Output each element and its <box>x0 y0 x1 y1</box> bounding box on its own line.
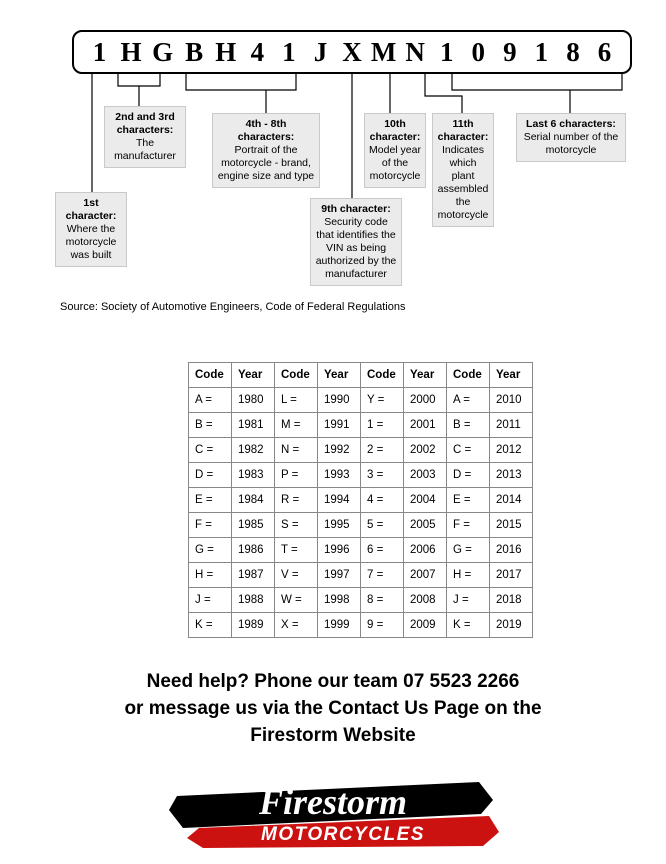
cell-year: 2019 <box>490 613 533 638</box>
callout-4th-8th-characters <box>212 113 320 188</box>
callout-1st-character-title: 1st character: <box>65 197 117 222</box>
table-row <box>189 388 533 413</box>
cell-code: S = <box>275 513 318 538</box>
callout-10th-character-text: Model year of the motorcycle <box>369 144 421 182</box>
column-header: Year <box>318 363 361 388</box>
cell-year: 1986 <box>232 538 275 563</box>
cell-year: 1981 <box>232 413 275 438</box>
cell-code: H = <box>189 563 232 588</box>
cell-year: 1995 <box>318 513 361 538</box>
cell-code: E = <box>447 488 490 513</box>
firestorm-motorcycles-logo <box>0 770 666 857</box>
cell-code: 5 = <box>361 513 404 538</box>
cell-code: F = <box>189 513 232 538</box>
table-header-row <box>189 363 533 388</box>
cell-code: C = <box>189 438 232 463</box>
cell-year: 2016 <box>490 538 533 563</box>
vin-char: G <box>152 37 174 67</box>
vin-char: H <box>215 37 237 67</box>
vin-char: 1 <box>534 37 549 67</box>
cell-year: 1997 <box>318 563 361 588</box>
year-code-table <box>188 362 533 638</box>
cell-year: 1989 <box>232 613 275 638</box>
cell-year: 1998 <box>318 588 361 613</box>
callout-2nd-3rd-characters-text: The manufacturer <box>114 137 176 162</box>
callout-last-6-characters-title: Last 6 characters: <box>526 118 616 130</box>
callout-4th-8th-characters-title: 4th - 8th characters: <box>237 118 295 143</box>
cell-code: H = <box>447 563 490 588</box>
cell-code: D = <box>447 463 490 488</box>
cell-code: F = <box>447 513 490 538</box>
vin-char: 1 <box>92 37 107 67</box>
column-header: Code <box>275 363 318 388</box>
cell-code: G = <box>189 538 232 563</box>
cell-year: 1993 <box>318 463 361 488</box>
cell-year: 1985 <box>232 513 275 538</box>
cell-code: X = <box>275 613 318 638</box>
cell-year: 2011 <box>490 413 533 438</box>
cell-code: 8 = <box>361 588 404 613</box>
cell-code: G = <box>447 538 490 563</box>
cell-code: V = <box>275 563 318 588</box>
cell-year: 1994 <box>318 488 361 513</box>
cell-year: 2007 <box>404 563 447 588</box>
cell-code: 6 = <box>361 538 404 563</box>
callout-11th-character-title: 11th character: <box>437 118 489 143</box>
cell-year: 2018 <box>490 588 533 613</box>
cell-code: K = <box>189 613 232 638</box>
cell-code: D = <box>189 463 232 488</box>
cell-year: 1984 <box>232 488 275 513</box>
cell-code: C = <box>447 438 490 463</box>
cell-year: 2015 <box>490 513 533 538</box>
table-row <box>189 613 533 638</box>
cell-year: 2008 <box>404 588 447 613</box>
table-row <box>189 513 533 538</box>
cell-year: 2004 <box>404 488 447 513</box>
table-row <box>189 538 533 563</box>
cell-code: 1 = <box>361 413 404 438</box>
cell-code: B = <box>447 413 490 438</box>
vin-char: 4 <box>250 37 265 67</box>
help-line-2: or message us via the Contact Us Page on the <box>124 698 542 719</box>
column-header: Code <box>361 363 404 388</box>
vin-char: M <box>370 37 397 67</box>
cell-code: 2 = <box>361 438 404 463</box>
table-row <box>189 463 533 488</box>
cell-year: 2003 <box>404 463 447 488</box>
cell-year: 2013 <box>490 463 533 488</box>
cell-code: L = <box>275 388 318 413</box>
vin-char: 1 <box>439 37 454 67</box>
table-row <box>189 563 533 588</box>
help-line-1: Need help? Phone our team 07 5523 2266 <box>146 671 520 692</box>
column-header: Year <box>490 363 533 388</box>
cell-year: 2014 <box>490 488 533 513</box>
logo-secondary-text: MOTORCYCLES <box>261 824 425 845</box>
callout-11th-character-text: Indicates which plant assembled the motorcycle <box>437 144 489 221</box>
cell-code: 9 = <box>361 613 404 638</box>
vin-char: X <box>342 37 362 67</box>
table-row <box>189 588 533 613</box>
cell-year: 2005 <box>404 513 447 538</box>
cell-year: 1988 <box>232 588 275 613</box>
callout-last-6-characters <box>516 113 626 162</box>
column-header: Code <box>447 363 490 388</box>
cell-code: Y = <box>361 388 404 413</box>
table-row <box>189 438 533 463</box>
cell-year: 2009 <box>404 613 447 638</box>
cell-year: 2000 <box>404 388 447 413</box>
vin-char: N <box>405 37 425 67</box>
cell-code: B = <box>189 413 232 438</box>
cell-year: 1996 <box>318 538 361 563</box>
callout-1st-character <box>55 192 127 267</box>
cell-year: 2001 <box>404 413 447 438</box>
cell-year: 1983 <box>232 463 275 488</box>
cell-code: 4 = <box>361 488 404 513</box>
cell-code: M = <box>275 413 318 438</box>
vin-char: B <box>185 37 204 67</box>
callout-4th-8th-characters-text: Portrait of the motorcycle - brand, engine size and type <box>217 144 315 182</box>
cell-year: 1982 <box>232 438 275 463</box>
cell-year: 1991 <box>318 413 361 438</box>
cell-year: 2010 <box>490 388 533 413</box>
cell-code: 7 = <box>361 563 404 588</box>
help-line-3: Firestorm Website <box>250 725 416 746</box>
cell-code: R = <box>275 488 318 513</box>
vin-char: H <box>120 37 142 67</box>
cell-code: P = <box>275 463 318 488</box>
table-row <box>189 413 533 438</box>
cell-code: N = <box>275 438 318 463</box>
logo-graphic <box>163 770 503 852</box>
cell-code: A = <box>447 388 490 413</box>
callout-2nd-3rd-characters-title: 2nd and 3rd characters: <box>115 111 175 136</box>
callout-9th-character-title: 9th character: <box>321 203 391 215</box>
cell-year: 2017 <box>490 563 533 588</box>
cell-code: K = <box>447 613 490 638</box>
column-header: Year <box>232 363 275 388</box>
cell-code: T = <box>275 538 318 563</box>
callout-9th-character-text: Security code that identifies the VIN as being authorized by the manufacturer <box>315 216 397 280</box>
cell-year: 1987 <box>232 563 275 588</box>
table-row <box>189 488 533 513</box>
cell-code: W = <box>275 588 318 613</box>
vin-char: 9 <box>503 37 517 67</box>
cell-code: A = <box>189 388 232 413</box>
vin-char: 8 <box>566 37 580 67</box>
logo-primary-text: Firestorm <box>258 782 408 822</box>
vin-number-box <box>72 30 632 74</box>
cell-code: 3 = <box>361 463 404 488</box>
callout-last-6-characters-text: Serial number of the motorcycle <box>523 131 619 156</box>
vin-char: 6 <box>597 37 612 67</box>
callout-2nd-3rd-characters <box>104 106 186 168</box>
cell-code: J = <box>447 588 490 613</box>
cell-year: 1980 <box>232 388 275 413</box>
cell-year: 1999 <box>318 613 361 638</box>
column-header: Code <box>189 363 232 388</box>
callout-10th-character-title: 10th character: <box>369 118 421 143</box>
vin-char: J <box>313 37 328 67</box>
cell-year: 2006 <box>404 538 447 563</box>
vin-char: 1 <box>282 37 296 67</box>
callout-11th-character <box>432 113 494 227</box>
cell-year: 2002 <box>404 438 447 463</box>
cell-year: 2012 <box>490 438 533 463</box>
column-header: Year <box>404 363 447 388</box>
vin-char: 0 <box>471 37 485 67</box>
callout-10th-character <box>364 113 426 188</box>
cell-year: 1990 <box>318 388 361 413</box>
callout-1st-character-text: Where the motorcycle was built <box>65 223 117 261</box>
help-message <box>0 668 666 749</box>
callout-9th-character <box>310 198 402 286</box>
cell-year: 1992 <box>318 438 361 463</box>
cell-code: J = <box>189 588 232 613</box>
cell-code: E = <box>189 488 232 513</box>
source-note: Source: Society of Automotive Engineers, Code of Federal Regulations <box>60 301 406 313</box>
